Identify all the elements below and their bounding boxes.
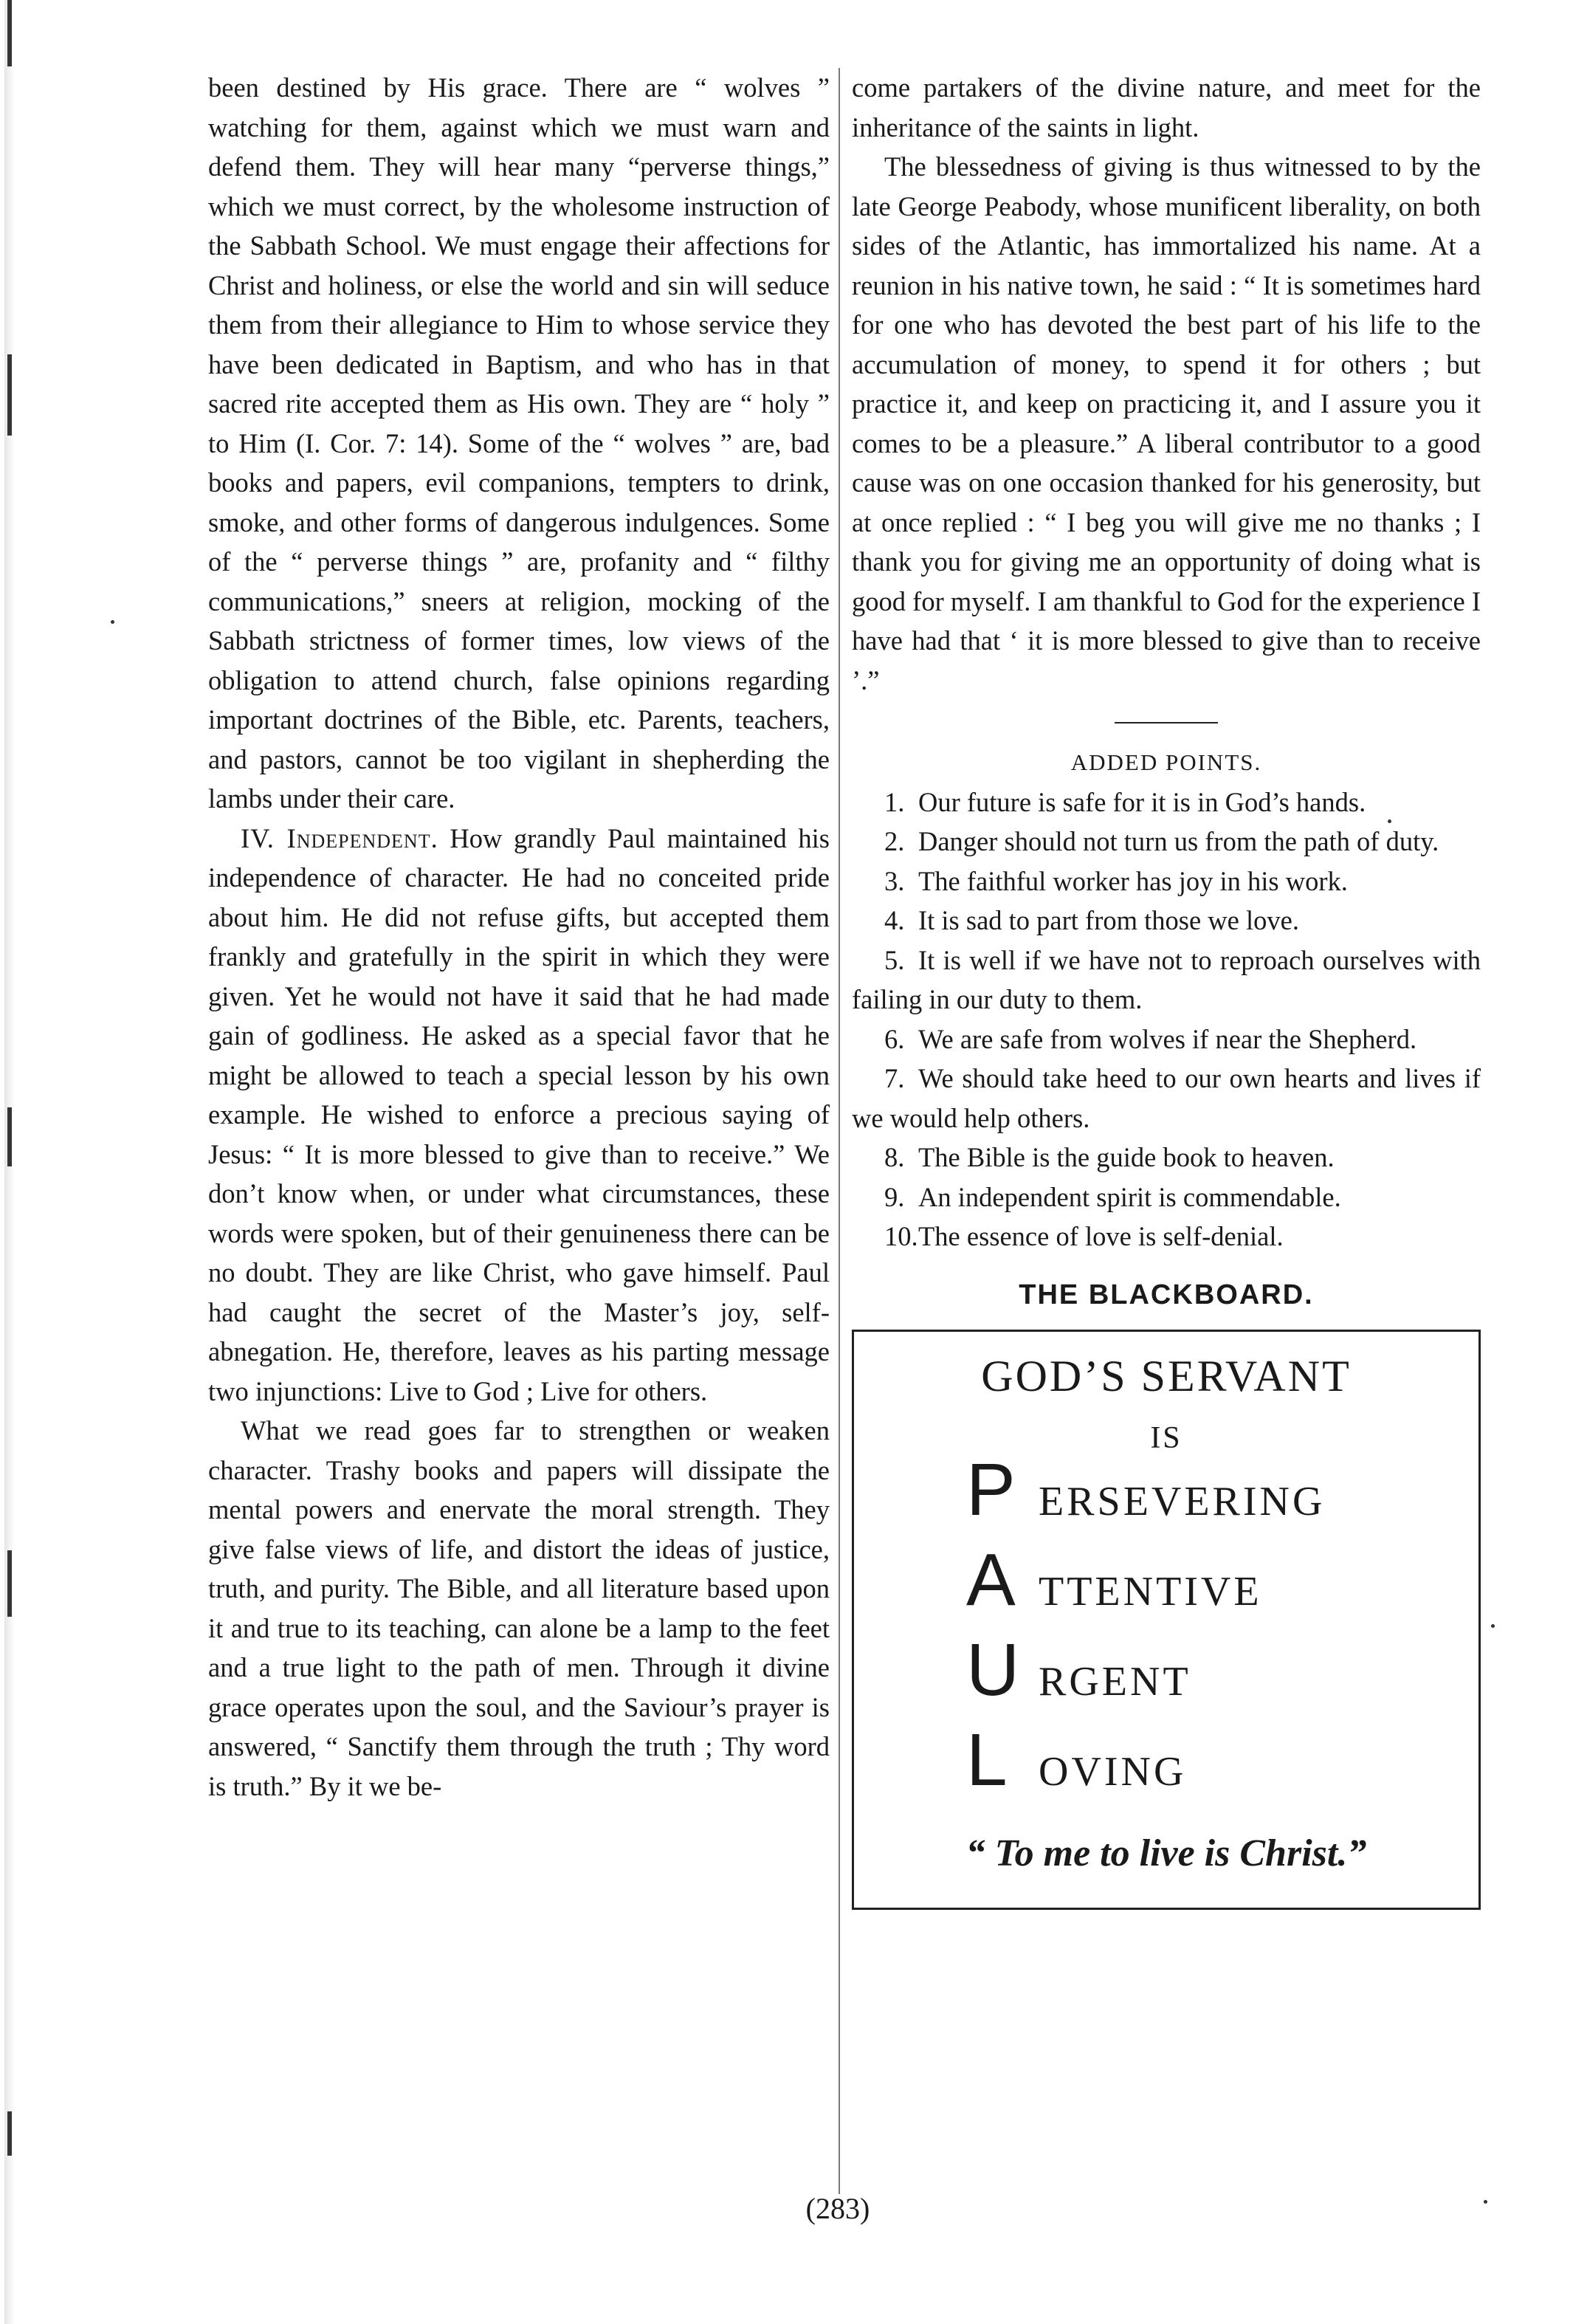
paragraph-peabody: The blessedness of giving is thus witnessed to by the late George Peabody, whose munificent liberality, on both sides of the Atlantic, has immortalized his name. At a reunion in his native town, he said : “ It is sometimes hard for one who has devoted the best part of his life to the accumulation of money, to spend it for others ; but practice it, and keep on practicing it, and I assure you it comes to be a pleasure.” A liberal contributor to a good cause was on one occasion thanked for his generosity, but at once replied : “ I beg you will give me no thanks ; I thank you for giving me an opportunity of doing what is good for myself. I am thankful to God for the experience I have had that ‘ it is more blessed to give than to receive ’.” (852, 151, 1481, 695)
section-label-independent: IV. Independent. (241, 822, 438, 853)
blackboard-motto: “ To me to live is Christ.” (965, 1832, 1367, 1874)
margin-mark (7, 354, 12, 436)
point-text: It is well if we have not to reproach ourselves with failing in our duty to them. (852, 944, 1481, 1014)
added-points-list (852, 783, 1481, 1256)
independent-text: How grandly Paul maintained his independence of character. He had no conceited pride about him. He did not refuse gifts, but accepted them frankly and gratefully in the spirit in which they were given. Yet he would not have it said that he had made gain of godliness. He asked as a special favor that he might be allowed to teach a special lesson by his own example. He wished to enforce a precious saying of Jesus: “ It is more blessed to give than to receive.” We don’t know when, or under what circumstances, these words were spoken, but of their genuineness there can be no doubt. They are like Christ, who gave himself. Paul had caught the secret of the Master’s joy, self-abnegation. He, therefore, leaves as his parting message two injunctions: Live to God ; Live for others. (208, 822, 830, 1406)
point-number: 6. (884, 1023, 905, 1054)
margin-mark (7, 2111, 12, 2156)
added-points-heading: ADDED POINTS. (1070, 749, 1262, 775)
point-text: The faithful worker has joy in his work. (918, 865, 1348, 896)
point-number: 4. (884, 905, 905, 935)
acrostic-row (966, 1539, 1262, 1621)
paragraph-reading: What we read goes far to strengthen or weaken character. Trashy books and papers will dissipate the mental powers and enervate the moral strength. They give false views of life, and distort the ideas of justice, truth, and purity. The Bible, and all literature based upon it and true to its teaching, can alone be a lamp to the feet and a true light to the path of men. Through it divine grace operates upon the soul, and the Saviour’s prayer is answered, “ Sanctify them through the truth ; Thy word is truth.” By it we be- (208, 1415, 830, 1801)
point-number: 9. (884, 1181, 905, 1212)
point-text: Danger should not turn us from the path of duty. (918, 826, 1439, 856)
point-number: 8. (884, 1142, 905, 1172)
left-column (208, 68, 830, 1806)
paragraph-wolves: been destined by His grace. There are “ wolves ” watching for them, against which we must warn and defend them. They will hear many “perverse things,” which we must correct, by the wholesome instruction of the Sabbath School. We must engage their affections for Christ and holiness, or else the world and sin will seduce them from their allegiance to Him to whose service they have been dedicated in Baptism, and who has in that sacred rite accepted them as His own. They are “ holy ” to Him (I. Cor. 7: 14). Some of the “ wolves ” are, bad books and papers, evil companions, tempters to drink, smoke, and other forms of dangerous indulgences. Some of the “ perverse things ” are, profanity and “ filthy communications,” sneers at religion, mocking of the Sabbath strictness of former times, low views of the obligation to attend church, false opinions regarding important doctrines of the Bible, etc. Parents, teachers, and pastors, cannot be too vigilant in shepherding the lambs under their care. (208, 72, 830, 814)
list-item (852, 1059, 1481, 1138)
margin-mark (7, 1550, 12, 1617)
list-item (852, 1138, 1481, 1178)
column-divider (839, 68, 840, 2194)
scan-speck (1388, 819, 1391, 823)
list-item (852, 822, 1481, 862)
list-item (852, 862, 1481, 901)
list-item (852, 901, 1481, 941)
point-text: We are safe from wolves if near the Shepherd. (918, 1023, 1417, 1054)
list-item (852, 1020, 1481, 1059)
acrostic-word: TTENTIVE (1039, 1569, 1262, 1615)
acrostic-word: RGENT (1039, 1659, 1191, 1705)
point-text: The essence of love is self-denial. (918, 1221, 1284, 1251)
acrostic-letter: P (966, 1448, 1016, 1531)
acrostic-row (966, 1629, 1191, 1711)
point-text: The Bible is the guide book to heaven. (918, 1142, 1335, 1172)
page-number: (283) (805, 2192, 870, 2225)
blackboard-title: GOD’S SERVANT (981, 1352, 1352, 1400)
point-number: 5. (884, 944, 905, 975)
acrostic-row (966, 1719, 1187, 1801)
scan-speck (111, 620, 114, 624)
point-text: An independent spirit is commendable. (918, 1181, 1341, 1212)
margin-mark (7, 0, 12, 66)
acrostic-row (966, 1448, 1326, 1531)
list-item (852, 941, 1481, 1020)
point-text: It is sad to part from those we love. (918, 905, 1299, 935)
paragraph-independent (208, 819, 830, 1412)
paragraph-continuation: come partakers of the divine nature, and meet for the inheritance of the saints in light. (852, 72, 1481, 142)
scan-speck (1484, 2200, 1487, 2204)
acrostic-word: OVING (1039, 1749, 1187, 1795)
point-number: 1. (884, 786, 905, 817)
point-text: Our future is safe for it is in God’s hands. (918, 786, 1366, 817)
section-rule (1115, 722, 1218, 723)
point-number: 2. (884, 826, 905, 856)
point-number: 10. (884, 1221, 918, 1251)
point-number: 3. (884, 865, 905, 896)
list-item (852, 1217, 1481, 1256)
acrostic-letter: L (966, 1719, 1008, 1801)
blackboard-subtitle: IS (1150, 1421, 1182, 1455)
acrostic-letter: A (966, 1539, 1016, 1621)
blackboard-box (852, 1330, 1481, 1910)
point-text: We should take heed to our own hearts and lives if we would help others. (852, 1063, 1481, 1133)
point-number: 7. (884, 1063, 905, 1093)
scan-speck (1491, 1624, 1495, 1628)
right-column (852, 68, 1481, 1910)
acrostic-letter: U (966, 1629, 1020, 1711)
list-item (852, 783, 1481, 822)
margin-mark (7, 1107, 12, 1166)
list-item (852, 1178, 1481, 1217)
blackboard-heading: THE BLACKBOARD. (1019, 1279, 1314, 1310)
acrostic-word: ERSEVERING (1039, 1479, 1326, 1524)
